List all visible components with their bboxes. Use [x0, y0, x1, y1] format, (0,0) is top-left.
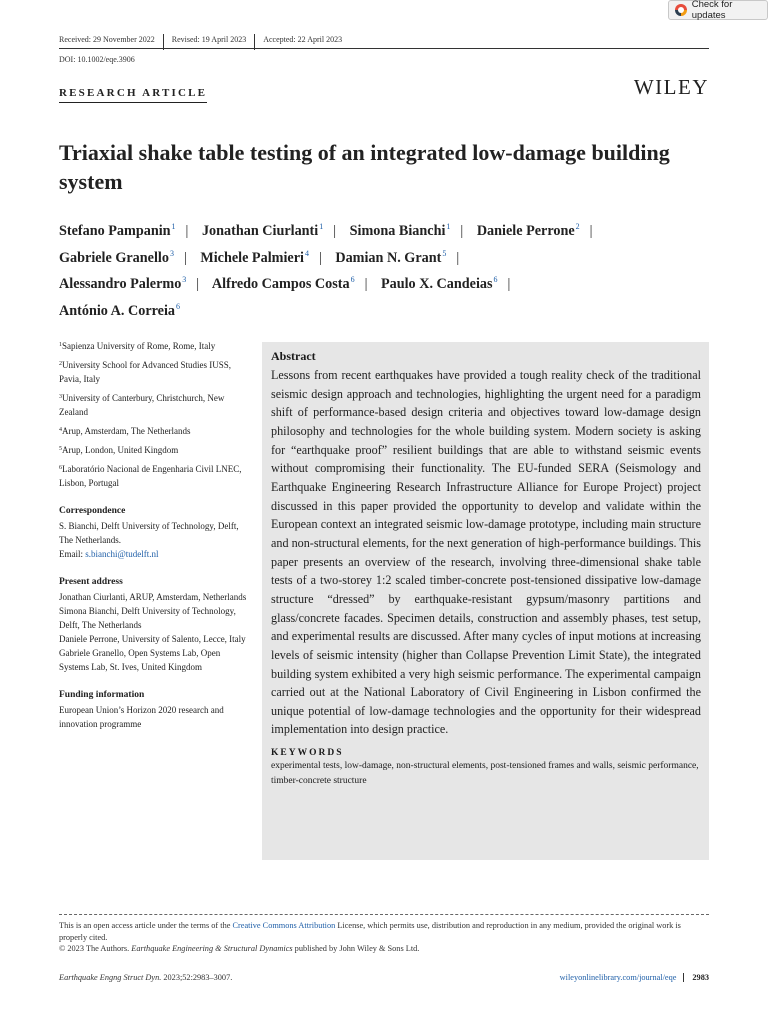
- affiliation: $^6$Laboratório Nacional de Engenharia Civil LNEC, Lisbon, Portugal: [59, 464, 242, 488]
- author[interactable]: Michele Palmieri$^4$: [200, 248, 309, 266]
- present-address-line: Gabriele Granello, Open Systems Lab, Open Systems Lab, St. Ives, United Kingdom: [59, 648, 221, 672]
- author[interactable]: Simona Bianchi$^1$: [349, 222, 451, 239]
- affiliation: $^3$University of Canterbury, Christchurch, New Zealand: [59, 393, 225, 417]
- footnote-rule: [59, 914, 709, 915]
- accepted-date: Accepted: 22 April 2023: [263, 35, 343, 44]
- page-footer: [59, 973, 709, 982]
- author[interactable]: Damian N. Grant$^5$: [335, 248, 447, 266]
- journal-url-link[interactable]: wileyonlinelibrary.com/journal/eqe: [559, 973, 677, 982]
- author[interactable]: Paulo X. Candeias$^6$: [380, 275, 498, 292]
- affiliation: $^2$University School for Advanced Studies IUSS, Pavia, Italy: [59, 360, 231, 384]
- abstract-box: [262, 342, 709, 860]
- article-sidebar: [59, 338, 249, 731]
- present-address-line: Daniele Perrone, University of Salento, Lecce, Italy: [59, 634, 246, 644]
- abstract-text: Lessons from recent earthquakes have provided a tough reality check of the traditional seismic design approach and technologies, highlighting the urgent need for a paradigm shift of performance-based design criteria and objectives toward low-damage design philosophy and technologies for the whole building system. Modern society is asking for “earthquake proof” resilient buildings that are able to withstand seismic events without compromising their functionality. The EU-funded SERA (Seismology and Earthquake Engineering Research Infrastructure Alliance for Europe Project) project discussed in this paper provided the opportunity to develop and validate within the European context an integrated seismic low-damage prototype, including main structure and non-structural elements, for the next generation of high-performance buildings. This paper presents an overview of the research, involving three-dimensional shake table tests of a two-storey 1:2 scaled timber-concrete post-tensioned dissipative low-damage structure “dressed” by earthquake-resistant gypsum/masonry partitions and glass/concrete facades. Specimen details, construction and assembly phases, test setup, and experimental results are discussed. After many cycles of input motions at increasing levels of seismic intensity (higher than Collapse Prevention Limit State), the integrated building system exhibited a very high seismic performance. The experimental campaign carried out at the National Laboratory of Civil Engineering in Lisbon confirmed the unique potential of low-damage technologies and the opportunity for their widespread implementation into design practice.: [271, 368, 701, 737]
- author[interactable]: António A. Correia$^6$: [59, 301, 180, 319]
- header-rule: [59, 48, 709, 49]
- author[interactable]: Alfredo Campos Costa$^6$: [211, 275, 355, 292]
- present-address-heading: Present address: [59, 577, 123, 587]
- cc-license-link[interactable]: Creative Commons Attribution: [232, 921, 336, 930]
- funding-text: European Union’s Horizon 2020 research and innovation programme: [59, 705, 224, 729]
- received-date: Received: 29 November 2022: [59, 34, 164, 50]
- affiliation: $^1$Sapienza University of Rome, Rome, Italy: [59, 341, 216, 351]
- page-number: 2983: [683, 973, 709, 982]
- author[interactable]: Alessandro Palermo$^3$: [59, 275, 187, 292]
- license-notice: This is an open access article under the terms of the Creative Commons Attribution License, which permits use, distribution and reproduction in any medium, provided the original work is properly cited. © 2023 The Authors. Earthquake Engineering & Structural Dynamics published by John Wiley & Sons Ltd.: [59, 921, 681, 953]
- check-for-updates-label: Check for updates: [691, 0, 733, 21]
- funding-heading: Funding information: [59, 690, 145, 700]
- present-address-line: Jonathan Ciurlanti, ARUP, Amsterdam, Netherlands: [59, 592, 247, 602]
- correspondence-email-line: Email: s.bianchi@tudelft.nl: [59, 549, 159, 559]
- email-link[interactable]: s.bianchi@tudelft.nl: [85, 549, 159, 559]
- present-address-line: Simona Bianchi, Delft University of Technology, Delft, The Netherlands: [59, 606, 236, 630]
- keywords-text: experimental tests, low-damage, non-structural elements, post-tensioned frames and walls, seismic performance, timber-concrete structure: [271, 761, 699, 786]
- affiliation: $^5$Arup, London, United Kingdom: [59, 445, 179, 455]
- article-type: RESEARCH ARTICLE: [59, 87, 208, 99]
- doi: DOI: 10.1002/eqe.3906: [59, 55, 135, 64]
- article-title: Triaxial shake table testing of an integrated low-damage building system: [59, 140, 670, 194]
- crossmark-icon: [675, 4, 687, 16]
- check-for-updates-button[interactable]: [668, 0, 768, 20]
- author[interactable]: Gabriele Granello$^3$: [59, 248, 174, 266]
- revised-date: Revised: 19 April 2023: [164, 34, 255, 50]
- correspondence-heading: Correspondence: [59, 506, 126, 516]
- author[interactable]: Daniele Perrone$^2$: [476, 222, 580, 239]
- author[interactable]: Jonathan Ciurlanti$^1$: [201, 222, 324, 239]
- publisher-logo: WILEY: [633, 75, 709, 99]
- abstract-heading: Abstract: [271, 349, 316, 363]
- journal-citation: Earthquake Engng Struct Dyn. 2023;52:2983–3007.: [59, 973, 233, 982]
- keywords-heading: KEYWORDS: [271, 748, 344, 759]
- author-list: Stefano Pampanin$^1$ | Jonathan Ciurlanti$^1$ | Simona Bianchi$^1$ | Daniele Perrone$^2$ | Gabriele Granello$^3$ | Michele Palmieri$^4$ | Damian N. Grant$^5$ | Alessandro Palermo$^3$ | Alfredo Campos Costa$^6$ | Paulo X. Candeias$^6$ | António A. Correia$^6$: [59, 222, 593, 319]
- affiliation: $^4$Arup, Amsterdam, The Netherlands: [59, 426, 191, 436]
- author[interactable]: Stefano Pampanin$^1$: [59, 222, 176, 239]
- correspondence-text: S. Bianchi, Delft University of Technology, Delft, The Netherlands.: [59, 521, 239, 545]
